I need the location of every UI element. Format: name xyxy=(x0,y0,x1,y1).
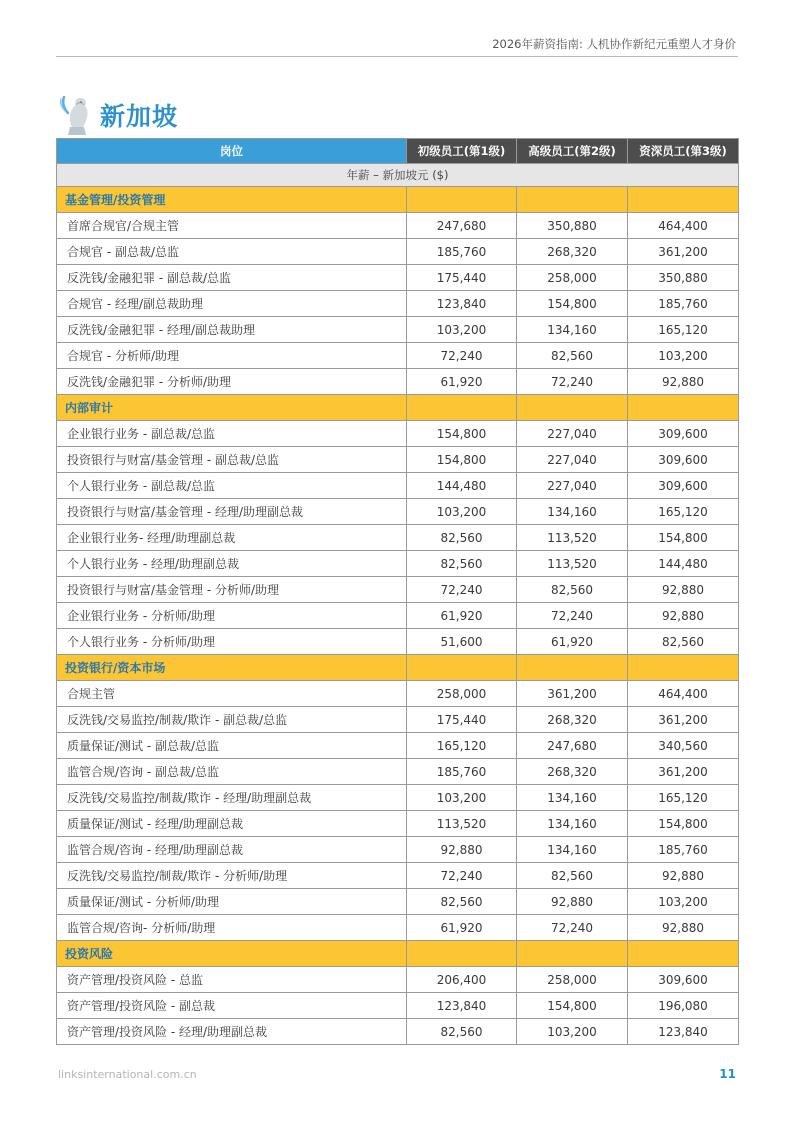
table-row xyxy=(57,499,739,525)
category-empty-cell xyxy=(407,655,517,681)
salary-level-1: 51,600 xyxy=(407,629,517,655)
salary-level-2: 134,160 xyxy=(517,317,628,343)
salary-level-2: 72,240 xyxy=(517,915,628,941)
category-row xyxy=(57,395,739,421)
role-name: 企业银行业务- 经理/助理副总裁 xyxy=(57,525,407,551)
table-row xyxy=(57,525,739,551)
salary-level-2: 258,000 xyxy=(517,967,628,993)
salary-level-1: 82,560 xyxy=(407,551,517,577)
unit-row xyxy=(57,164,739,187)
role-name: 资产管理/投资风险 - 总监 xyxy=(57,967,407,993)
salary-level-1: 82,560 xyxy=(407,889,517,915)
role-name: 反洗钱/金融犯罪 - 副总裁/总监 xyxy=(57,265,407,291)
salary-level-3: 92,880 xyxy=(628,863,739,889)
role-name: 首席合规官/合规主管 xyxy=(57,213,407,239)
role-name: 合规官 - 分析师/助理 xyxy=(57,343,407,369)
role-name: 反洗钱/金融犯罪 - 经理/副总裁助理 xyxy=(57,317,407,343)
merlion-icon xyxy=(58,93,96,137)
salary-level-1: 72,240 xyxy=(407,863,517,889)
page-title: 新加坡 xyxy=(100,102,179,131)
role-name: 企业银行业务 - 副总裁/总监 xyxy=(57,421,407,447)
table-row xyxy=(57,1019,739,1045)
table-row xyxy=(57,993,739,1019)
role-name: 反洗钱/交易监控/制裁/欺诈 - 经理/助理副总裁 xyxy=(57,785,407,811)
category-empty-cell xyxy=(628,941,739,967)
category-name: 基金管理/投资管理 xyxy=(57,187,407,213)
category-row xyxy=(57,187,739,213)
salary-level-3: 154,800 xyxy=(628,811,739,837)
role-name: 合规主管 xyxy=(57,681,407,707)
salary-level-3: 165,120 xyxy=(628,499,739,525)
salary-level-3: 185,760 xyxy=(628,837,739,863)
salary-level-1: 258,000 xyxy=(407,681,517,707)
salary-level-1: 185,760 xyxy=(407,239,517,265)
table-row xyxy=(57,291,739,317)
table-row xyxy=(57,863,739,889)
salary-level-3: 82,560 xyxy=(628,629,739,655)
table-row xyxy=(57,369,739,395)
category-empty-cell xyxy=(407,941,517,967)
salary-level-1: 144,480 xyxy=(407,473,517,499)
salary-level-1: 185,760 xyxy=(407,759,517,785)
table-row xyxy=(57,785,739,811)
salary-level-3: 309,600 xyxy=(628,473,739,499)
salary-level-1: 175,440 xyxy=(407,707,517,733)
salary-level-3: 123,840 xyxy=(628,1019,739,1045)
page-number: 11 xyxy=(719,1067,736,1081)
category-empty-cell xyxy=(517,941,628,967)
salary-level-2: 113,520 xyxy=(517,551,628,577)
salary-level-2: 227,040 xyxy=(517,473,628,499)
role-name: 资产管理/投资风险 - 副总裁 xyxy=(57,993,407,1019)
role-name: 个人银行业务 - 分析师/助理 xyxy=(57,629,407,655)
salary-level-2: 154,800 xyxy=(517,291,628,317)
salary-level-2: 134,160 xyxy=(517,811,628,837)
salary-level-1: 206,400 xyxy=(407,967,517,993)
role-name: 质量保证/测试 - 分析师/助理 xyxy=(57,889,407,915)
salary-level-3: 154,800 xyxy=(628,525,739,551)
salary-level-2: 82,560 xyxy=(517,343,628,369)
salary-level-2: 350,880 xyxy=(517,213,628,239)
salary-level-2: 103,200 xyxy=(517,1019,628,1045)
salary-level-2: 258,000 xyxy=(517,265,628,291)
salary-level-3: 361,200 xyxy=(628,707,739,733)
salary-level-2: 227,040 xyxy=(517,421,628,447)
salary-level-1: 61,920 xyxy=(407,915,517,941)
salary-level-3: 92,880 xyxy=(628,577,739,603)
salary-level-1: 154,800 xyxy=(407,421,517,447)
category-name: 投资风险 xyxy=(57,941,407,967)
column-header-level-2: 高级员工(第2级) xyxy=(517,139,628,164)
salary-level-2: 92,880 xyxy=(517,889,628,915)
table-row xyxy=(57,421,739,447)
salary-level-3: 464,400 xyxy=(628,213,739,239)
salary-level-1: 175,440 xyxy=(407,265,517,291)
salary-level-1: 61,920 xyxy=(407,369,517,395)
salary-level-1: 72,240 xyxy=(407,343,517,369)
table-row xyxy=(57,473,739,499)
category-empty-cell xyxy=(628,655,739,681)
salary-level-1: 103,200 xyxy=(407,317,517,343)
salary-level-3: 92,880 xyxy=(628,369,739,395)
salary-level-3: 165,120 xyxy=(628,785,739,811)
salary-level-2: 82,560 xyxy=(517,577,628,603)
role-name: 监管合规/咨询 - 副总裁/总监 xyxy=(57,759,407,785)
salary-level-2: 82,560 xyxy=(517,863,628,889)
salary-level-1: 165,120 xyxy=(407,733,517,759)
section-heading xyxy=(58,93,178,137)
table-row xyxy=(57,629,739,655)
table-row xyxy=(57,317,739,343)
column-header-role: 岗位 xyxy=(57,139,407,164)
role-name: 监管合规/咨询- 分析师/助理 xyxy=(57,915,407,941)
table-header-row xyxy=(57,139,739,164)
table-row xyxy=(57,967,739,993)
salary-level-2: 61,920 xyxy=(517,629,628,655)
unit-label: 年薪 – 新加坡元 ($) xyxy=(57,164,739,187)
salary-level-3: 196,080 xyxy=(628,993,739,1019)
category-empty-cell xyxy=(407,395,517,421)
salary-level-1: 123,840 xyxy=(407,291,517,317)
salary-level-1: 61,920 xyxy=(407,603,517,629)
table-row xyxy=(57,707,739,733)
footer-website: linksinternational.com.cn xyxy=(58,1068,197,1081)
salary-level-3: 144,480 xyxy=(628,551,739,577)
salary-table xyxy=(56,138,739,1045)
salary-level-3: 103,200 xyxy=(628,343,739,369)
salary-level-1: 72,240 xyxy=(407,577,517,603)
salary-level-2: 72,240 xyxy=(517,603,628,629)
category-name: 投资银行/资本市场 xyxy=(57,655,407,681)
role-name: 反洗钱/交易监控/制裁/欺诈 - 分析师/助理 xyxy=(57,863,407,889)
table-row xyxy=(57,447,739,473)
salary-level-2: 268,320 xyxy=(517,707,628,733)
table-row xyxy=(57,837,739,863)
salary-level-3: 309,600 xyxy=(628,447,739,473)
category-name: 内部审计 xyxy=(57,395,407,421)
salary-level-3: 361,200 xyxy=(628,759,739,785)
salary-level-2: 268,320 xyxy=(517,239,628,265)
salary-level-2: 134,160 xyxy=(517,837,628,863)
table-body xyxy=(57,164,739,1045)
salary-level-2: 134,160 xyxy=(517,785,628,811)
table-row xyxy=(57,889,739,915)
salary-level-1: 82,560 xyxy=(407,1019,517,1045)
role-name: 投资银行与财富/基金管理 - 副总裁/总监 xyxy=(57,447,407,473)
table-row xyxy=(57,603,739,629)
salary-level-1: 247,680 xyxy=(407,213,517,239)
category-row xyxy=(57,941,739,967)
salary-level-3: 464,400 xyxy=(628,681,739,707)
salary-level-1: 92,880 xyxy=(407,837,517,863)
salary-level-2: 227,040 xyxy=(517,447,628,473)
salary-level-2: 361,200 xyxy=(517,681,628,707)
category-empty-cell xyxy=(517,655,628,681)
salary-level-2: 113,520 xyxy=(517,525,628,551)
category-empty-cell xyxy=(628,187,739,213)
salary-level-1: 123,840 xyxy=(407,993,517,1019)
role-name: 资产管理/投资风险 - 经理/助理副总裁 xyxy=(57,1019,407,1045)
table-row xyxy=(57,577,739,603)
category-empty-cell xyxy=(628,395,739,421)
header-divider xyxy=(56,56,738,57)
salary-level-3: 309,600 xyxy=(628,967,739,993)
table-row xyxy=(57,213,739,239)
salary-level-3: 340,560 xyxy=(628,733,739,759)
category-empty-cell xyxy=(517,395,628,421)
salary-level-3: 92,880 xyxy=(628,915,739,941)
role-name: 反洗钱/金融犯罪 - 分析师/助理 xyxy=(57,369,407,395)
salary-level-2: 134,160 xyxy=(517,499,628,525)
role-name: 质量保证/测试 - 经理/助理副总裁 xyxy=(57,811,407,837)
salary-level-1: 103,200 xyxy=(407,785,517,811)
salary-level-3: 350,880 xyxy=(628,265,739,291)
table-row xyxy=(57,239,739,265)
category-empty-cell xyxy=(517,187,628,213)
role-name: 个人银行业务 - 经理/助理副总裁 xyxy=(57,551,407,577)
table-row xyxy=(57,681,739,707)
role-name: 合规官 - 副总裁/总监 xyxy=(57,239,407,265)
salary-level-2: 247,680 xyxy=(517,733,628,759)
column-header-level-3: 资深员工(第3级) xyxy=(628,139,739,164)
role-name: 企业银行业务 - 分析师/助理 xyxy=(57,603,407,629)
salary-level-3: 92,880 xyxy=(628,603,739,629)
role-name: 投资银行与财富/基金管理 - 分析师/助理 xyxy=(57,577,407,603)
salary-level-3: 361,200 xyxy=(628,239,739,265)
report-title: 2026年薪资指南: 人机协作新纪元重塑人才身价 xyxy=(492,37,736,51)
salary-level-2: 154,800 xyxy=(517,993,628,1019)
role-name: 合规官 - 经理/副总裁助理 xyxy=(57,291,407,317)
salary-level-2: 268,320 xyxy=(517,759,628,785)
table-row xyxy=(57,551,739,577)
table-row xyxy=(57,811,739,837)
column-header-level-1: 初级员工(第1级) xyxy=(407,139,517,164)
table-row xyxy=(57,759,739,785)
salary-level-1: 154,800 xyxy=(407,447,517,473)
category-empty-cell xyxy=(407,187,517,213)
role-name: 投资银行与财富/基金管理 - 经理/助理副总裁 xyxy=(57,499,407,525)
category-row xyxy=(57,655,739,681)
table-row xyxy=(57,733,739,759)
role-name: 个人银行业务 - 副总裁/总监 xyxy=(57,473,407,499)
salary-level-3: 185,760 xyxy=(628,291,739,317)
salary-level-1: 103,200 xyxy=(407,499,517,525)
table-row xyxy=(57,343,739,369)
table-row xyxy=(57,915,739,941)
salary-level-3: 103,200 xyxy=(628,889,739,915)
table-row xyxy=(57,265,739,291)
salary-level-2: 72,240 xyxy=(517,369,628,395)
salary-level-3: 309,600 xyxy=(628,421,739,447)
role-name: 反洗钱/交易监控/制裁/欺诈 - 副总裁/总监 xyxy=(57,707,407,733)
role-name: 质量保证/测试 - 副总裁/总监 xyxy=(57,733,407,759)
salary-level-1: 113,520 xyxy=(407,811,517,837)
salary-level-1: 82,560 xyxy=(407,525,517,551)
role-name: 监管合规/咨询 - 经理/助理副总裁 xyxy=(57,837,407,863)
salary-level-3: 165,120 xyxy=(628,317,739,343)
